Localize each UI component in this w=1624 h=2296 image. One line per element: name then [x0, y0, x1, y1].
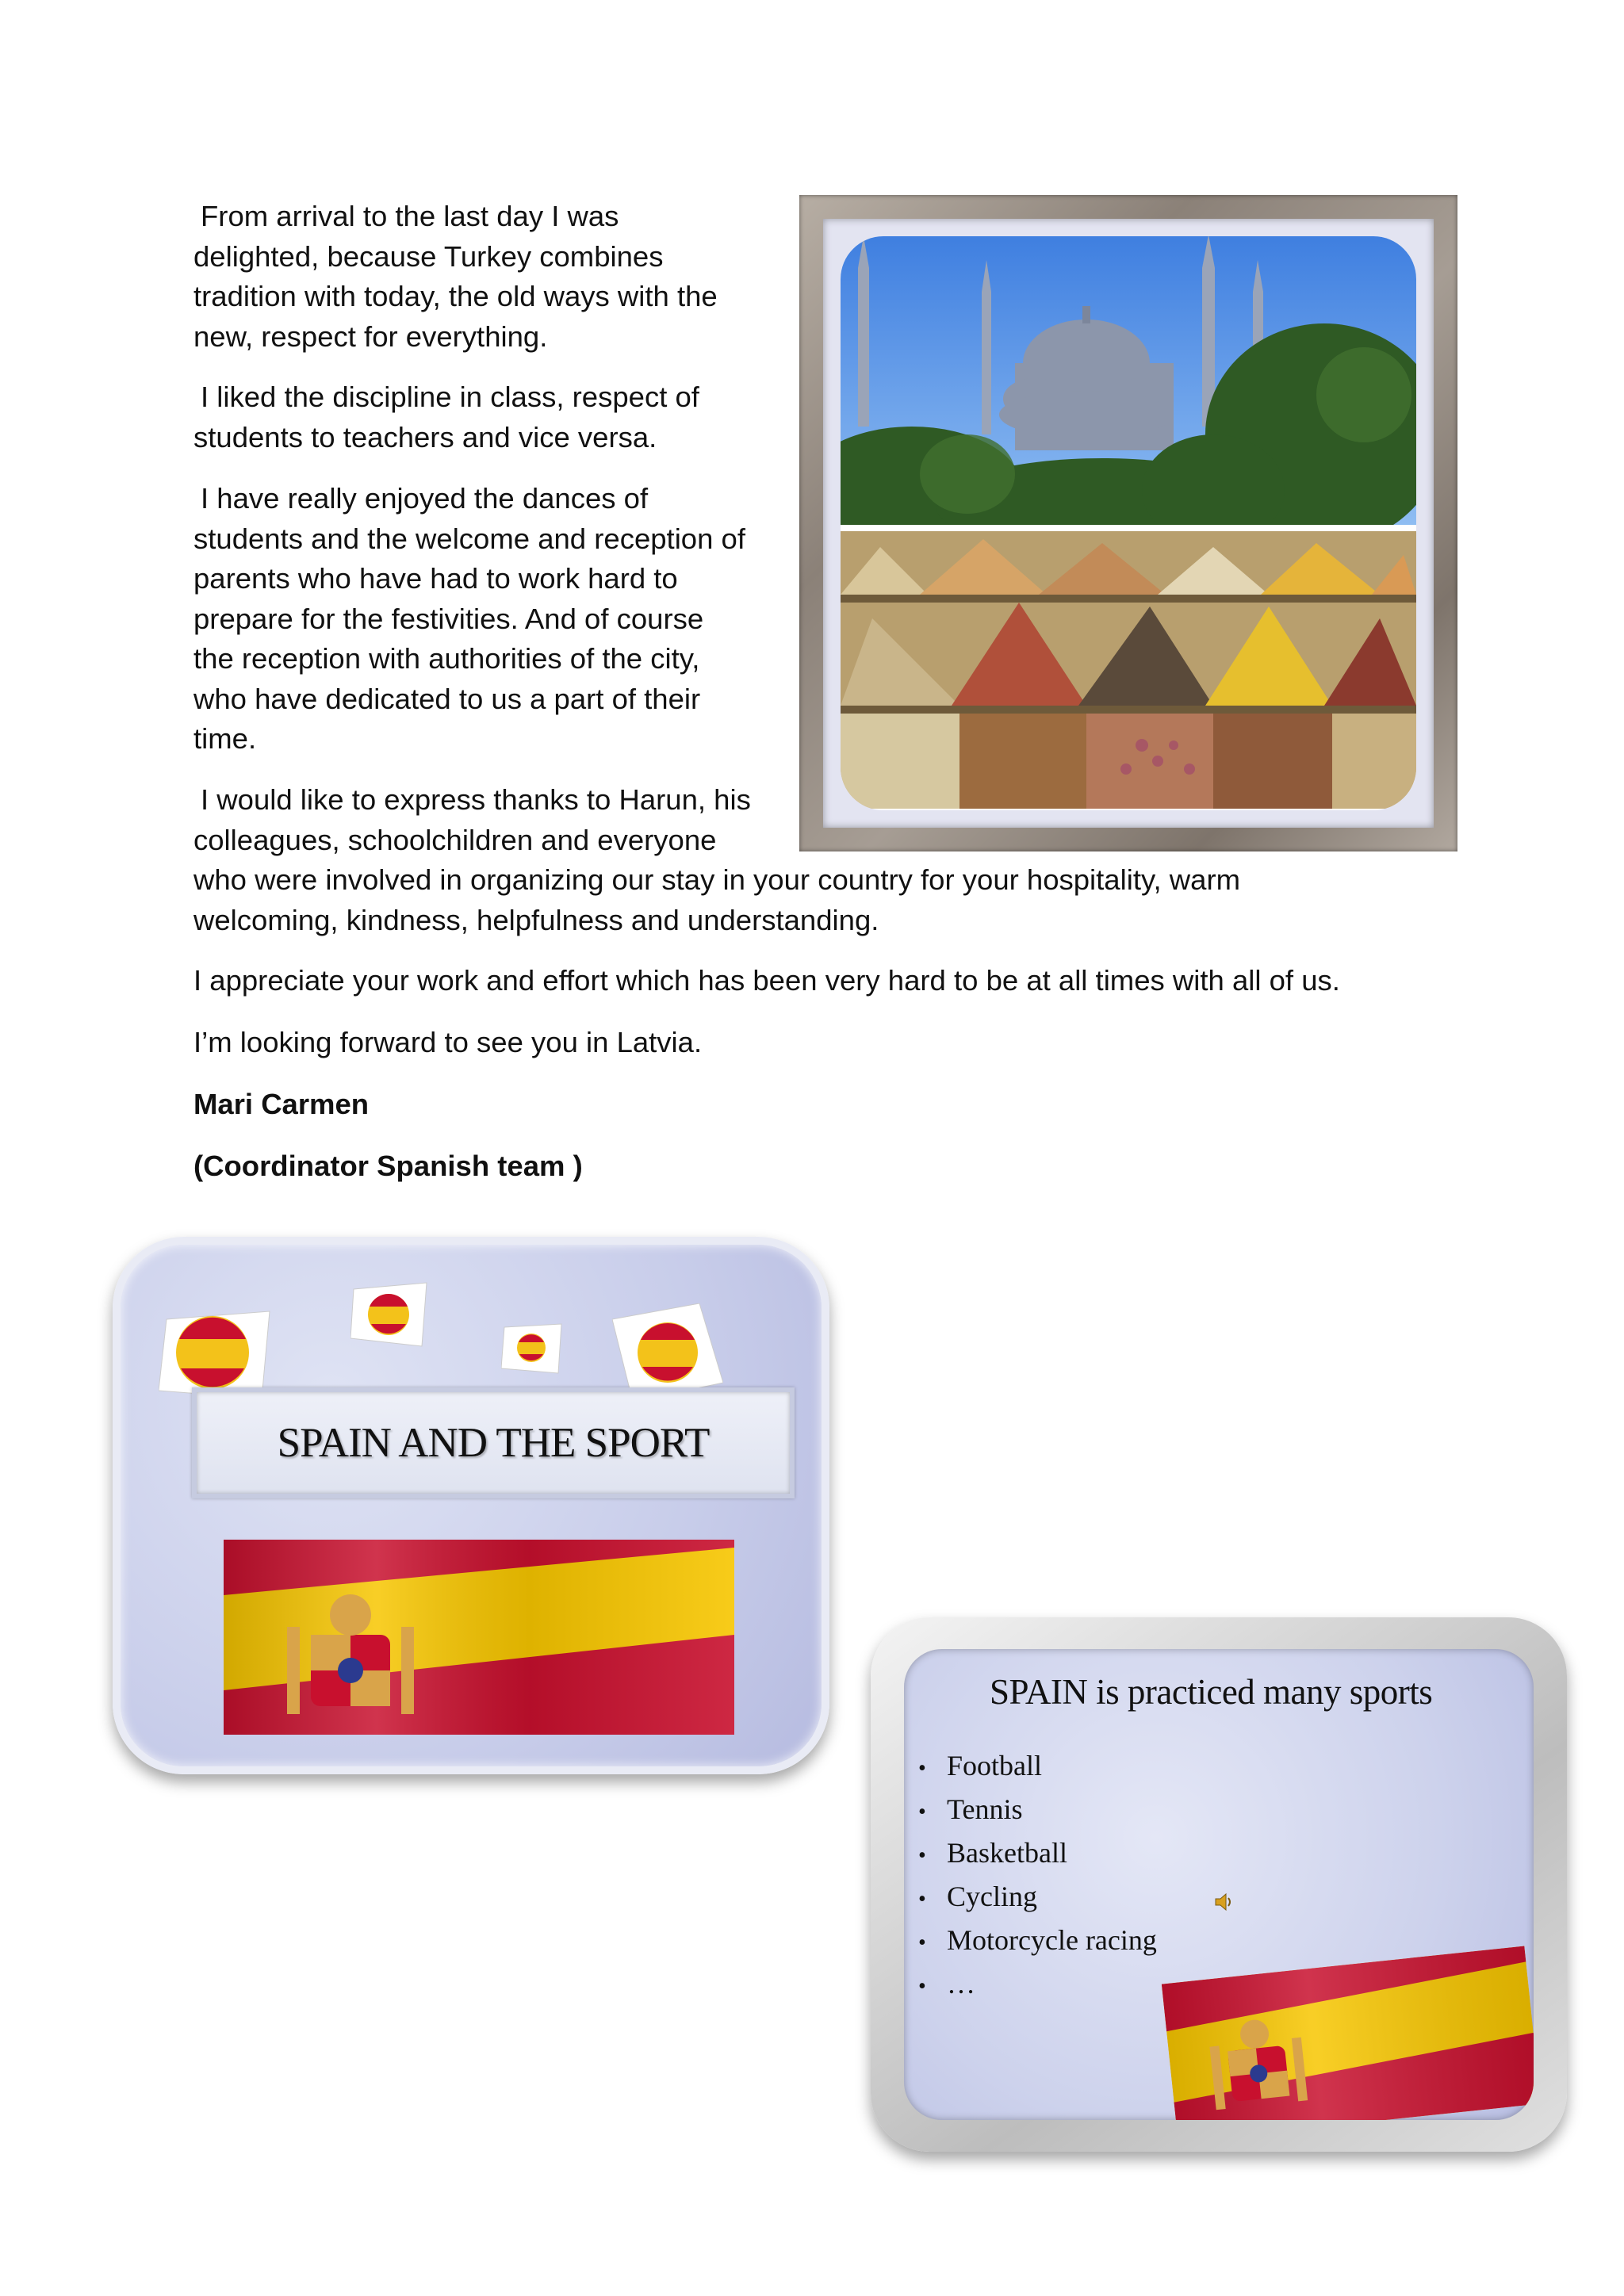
text-line: tradition with today, the old ways with the	[193, 280, 718, 312]
paragraph-forward: I’m looking forward to see you in Latvia.	[193, 1026, 703, 1058]
text-line: students and the welcome and reception of	[193, 522, 745, 555]
spain-flag-image	[224, 1540, 734, 1735]
photo-frame	[799, 195, 1457, 851]
text-line: prepare for the festivities. And of course	[193, 602, 704, 635]
text-line: I liked the discipline in class, respect of	[201, 381, 699, 413]
paragraph-dances	[193, 479, 745, 760]
sport-label: Basketball	[947, 1837, 1067, 1869]
paragraph-arrival	[193, 197, 718, 357]
text-line: who have dedicated to us a part of their	[193, 682, 701, 715]
text-line: parents who have had to work hard to	[193, 562, 678, 595]
text-line: delighted, because Turkey combines	[193, 239, 664, 273]
spain-football-icon	[350, 1280, 430, 1351]
text-line: colleagues, schoolchildren and everyone	[193, 823, 717, 856]
text-line: the reception with authorities of the city,	[193, 642, 700, 675]
slide-spain-and-sport	[113, 1237, 829, 1774]
list-item	[918, 1831, 1157, 1875]
text-line: new, respect for everything.	[193, 320, 548, 353]
sport-label: Cycling	[947, 1881, 1037, 1912]
slide-title: SPAIN AND THE SPORT	[277, 1420, 710, 1466]
bullet: •	[918, 1800, 926, 1824]
slide-title: SPAIN is practiced many sports	[990, 1672, 1433, 1712]
sport-label: Football	[947, 1750, 1043, 1781]
spice-market-photo	[841, 531, 1416, 809]
text-line: I have really enjoyed the dances of	[201, 482, 649, 515]
sport-label: Motorcycle racing	[947, 1924, 1157, 1956]
spain-flag-image	[1162, 1946, 1534, 2120]
slide-sports-list	[871, 1617, 1567, 2152]
bullet: •	[918, 1887, 926, 1911]
text-line: welcoming, kindness, helpfulness and understanding.	[193, 903, 879, 936]
bullet: •	[918, 1756, 926, 1781]
photo-mat	[823, 219, 1434, 828]
sport-label: Tennis	[947, 1793, 1023, 1825]
signature-role: (Coordinator Spanish team )	[193, 1150, 583, 1182]
paragraph-appreciation: I appreciate your work and effort which has been very hard to be at all times with all of us.	[193, 964, 1340, 997]
sport-label: …	[947, 1968, 975, 1999]
slide-title-box	[192, 1387, 795, 1498]
list-item	[918, 1962, 1157, 2006]
text-line: time.	[193, 722, 257, 755]
sports-list	[918, 1744, 1157, 2006]
slide-sports-screen	[904, 1649, 1534, 2120]
spain-football-icon	[501, 1321, 565, 1376]
list-item	[918, 1919, 1157, 1962]
istanbul-photo-collage	[841, 236, 1416, 810]
mosque-photo	[841, 236, 1416, 525]
bullet: •	[918, 1843, 926, 1868]
list-item	[918, 1744, 1157, 1788]
text-line: students to teachers and vice versa.	[193, 420, 657, 453]
list-item	[918, 1788, 1157, 1831]
bullet: •	[918, 1931, 926, 1955]
signature-name: Mari Carmen	[193, 1088, 370, 1120]
text-line: who were involved in organizing our stay in your country for your hospitality, warm	[193, 863, 1241, 896]
speaker-icon[interactable]	[1213, 1892, 1234, 1912]
paragraph-discipline	[193, 377, 699, 457]
bullet: •	[918, 1974, 926, 1999]
text-line: I would like to express thanks to Harun, his	[201, 783, 751, 816]
list-item	[918, 1875, 1157, 1919]
text-line: From arrival to the last day I was	[201, 200, 619, 232]
